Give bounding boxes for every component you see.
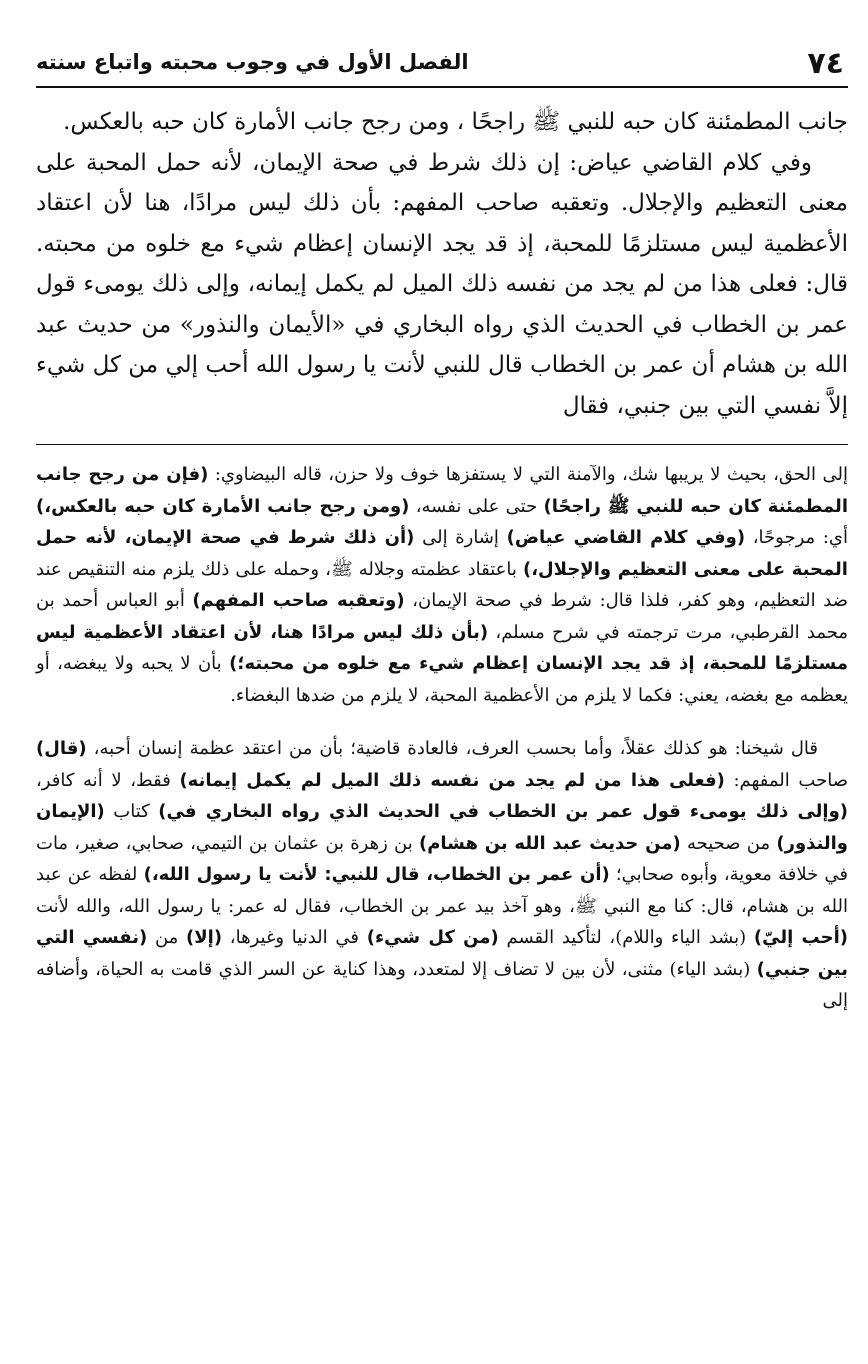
commentary-text-segment: من (147, 927, 187, 948)
commentary-text-segment: بأن لا يحبه ولا يبغضه، أو يعظمه مع بغضه، يعني: فكما لا يلزم من الأعظمية المحبة، لا يلزم من ضدها البغضاء. (36, 653, 848, 706)
chapter-title: الفصل الأول في وجوب محبته واتباع سنته (36, 50, 469, 74)
quoted-text-segment: (أحب إليّ) (753, 927, 848, 948)
commentary-text-segment: حتى على نفسه، (409, 495, 544, 517)
quoted-text-segment: (قال) (36, 738, 87, 759)
quoted-text-segment: (ومن رجح جانب الأمارة كان حبه بالعكس،) (36, 495, 410, 517)
page-number: ٧٤ (807, 46, 844, 81)
commentary-text-segment: صاحب المفهم: (724, 769, 848, 791)
commentary-text-segment: أبو العباس أحمد بن محمد القرطبي، مرت ترجمته في شرح مسلم، (36, 590, 848, 643)
commentary-text-segment: فقط، لا أنه كافر، (36, 769, 180, 791)
quoted-text-segment: (بأن ذلك ليس مرادًا هنا، لأن اعتقاد الأعظمية ليس مستلزمًا للمحبة، إذ قد يجد الإنسان إعظام شيء مع خلوه من محبته؛) (36, 621, 848, 674)
commentary-text-segment: (بشد الياء واللام)، لتأكيد القسم (498, 927, 754, 948)
quoted-text-segment: (إلا) (186, 927, 223, 948)
commentary-text-segment: في الدنيا وغيرها، (222, 927, 367, 948)
commentary-text-segment: لفظه عن عبد الله بن هشام، قال: كنا مع النبي ﷺ، وهو آخذ بيد عمر بن الخطاب، فقال له عمر: يا رسول الله، والله لأنت (36, 864, 848, 917)
quoted-text-segment: (من حديث عبد الله بن هشام) (418, 832, 681, 854)
quoted-text-segment: (فعلى هذا من لم يجد من نفسه ذلك الميل لم يكمل إيمانه) (179, 769, 725, 791)
quoted-text-segment: (وإلى ذلك يومىء قول عمر بن الخطاب في الحديث الذي رواه البخاري في) (158, 801, 849, 822)
commentary (36, 459, 848, 1017)
quoted-text-segment: (وتعقبه صاحب المفهم) (192, 590, 405, 611)
commentary-paragraph (36, 459, 848, 711)
commentary-text-segment: باعتقاد عظمته وجلاله ﷺ، وحمله على ذلك يلزم منه التنقيص عند ضد التعظيم، وهو كفر، فلذا قال: شرط في صحة الإيمان، (36, 558, 848, 611)
quoted-text-segment: (أن عمر بن الخطاب، قال للنبي: لأنت يا رسول الله،) (143, 864, 610, 885)
book-page (36, 40, 848, 1340)
main-text (36, 102, 848, 426)
commentary-paragraph (36, 733, 848, 1017)
quoted-text-segment: (من كل شيء) (366, 927, 499, 948)
quoted-text-segment: (فإن من رجح جانب المطمئنة كان حبه للنبي ﷺ راجحًا) (36, 464, 848, 517)
page-header (36, 40, 848, 88)
commentary-text-segment: (بشد الياء) مثنى، لأن بين لا تضاف إلا لمتعدد، وهذا كناية عن السر الذي قامت به الحياة، وأضافه إلى (36, 958, 848, 1011)
commentary-text-segment: إشارة إلى (414, 527, 507, 548)
footnote-separator (36, 444, 848, 445)
commentary-text-segment: أي: مرجوحًا، (745, 527, 848, 548)
main-paragraph: وفي كلام القاضي عياض: إن ذلك شرط في صحة الإيمان، لأنه حمل المحبة على معنى التعظيم والإجلال. وتعقبه صاحب المفهم: بأن ذلك ليس مرادًا، هنا لأن اعتقاد الأعظمية ليس مستلزمًا للمحبة، إذ قد يجد الإنسان إعظام شيء مع خلوه من محبته. قال: فعلى هذا من لم يجد من نفسه ذلك الميل لم يكمل إيمانه، وإلى ذلك يومىء قول عمر بن الخطاب في الحديث الذي رواه البخاري في «الأيمان والنذور» من حديث عبد الله بن هشام أن عمر بن الخطاب قال للنبي لأنت يا رسول الله أحب إلي من كل شيء إلاَّ نفسي التي بين جنبي، فقال (36, 149, 848, 419)
quoted-text-segment: (أن ذلك شرط في صحة الإيمان، لأنه حمل المحبة على معنى التعظيم والإجلال،) (36, 527, 848, 580)
quoted-text-segment: (وفي كلام القاضي عياض) (506, 527, 746, 548)
commentary-text-segment: من صحيحه (680, 832, 777, 854)
commentary-text-segment: كتاب (104, 801, 159, 822)
commentary-text-segment: بن زهرة بن عثمان بن التيمي، صحابي، صغير، مات في خلافة معوية، وأبوه صحابي؛ (36, 832, 848, 885)
quoted-text-segment: (نفسي التي بين جنبي) (36, 927, 848, 980)
commentary-text-segment: إلى الحق، بحيث لا يريبها شك، والآمنة التي لا يستفزها خوف ولا حزن، قاله البيضاوي: (208, 464, 848, 485)
main-paragraph: جانب المطمئنة كان حبه للنبي ﷺ راجحًا ، ومن رجح جانب الأمارة كان حبه بالعكس. (63, 109, 848, 135)
commentary-text-segment: قال شيخنا: هو كذلك عقلاً، وأما بحسب العرف، فالعادة قاضية؛ بأن من اعتقد عظمة إنسان أحبه، (86, 738, 818, 759)
quoted-text-segment: (الإيمان والنذور) (36, 801, 848, 854)
